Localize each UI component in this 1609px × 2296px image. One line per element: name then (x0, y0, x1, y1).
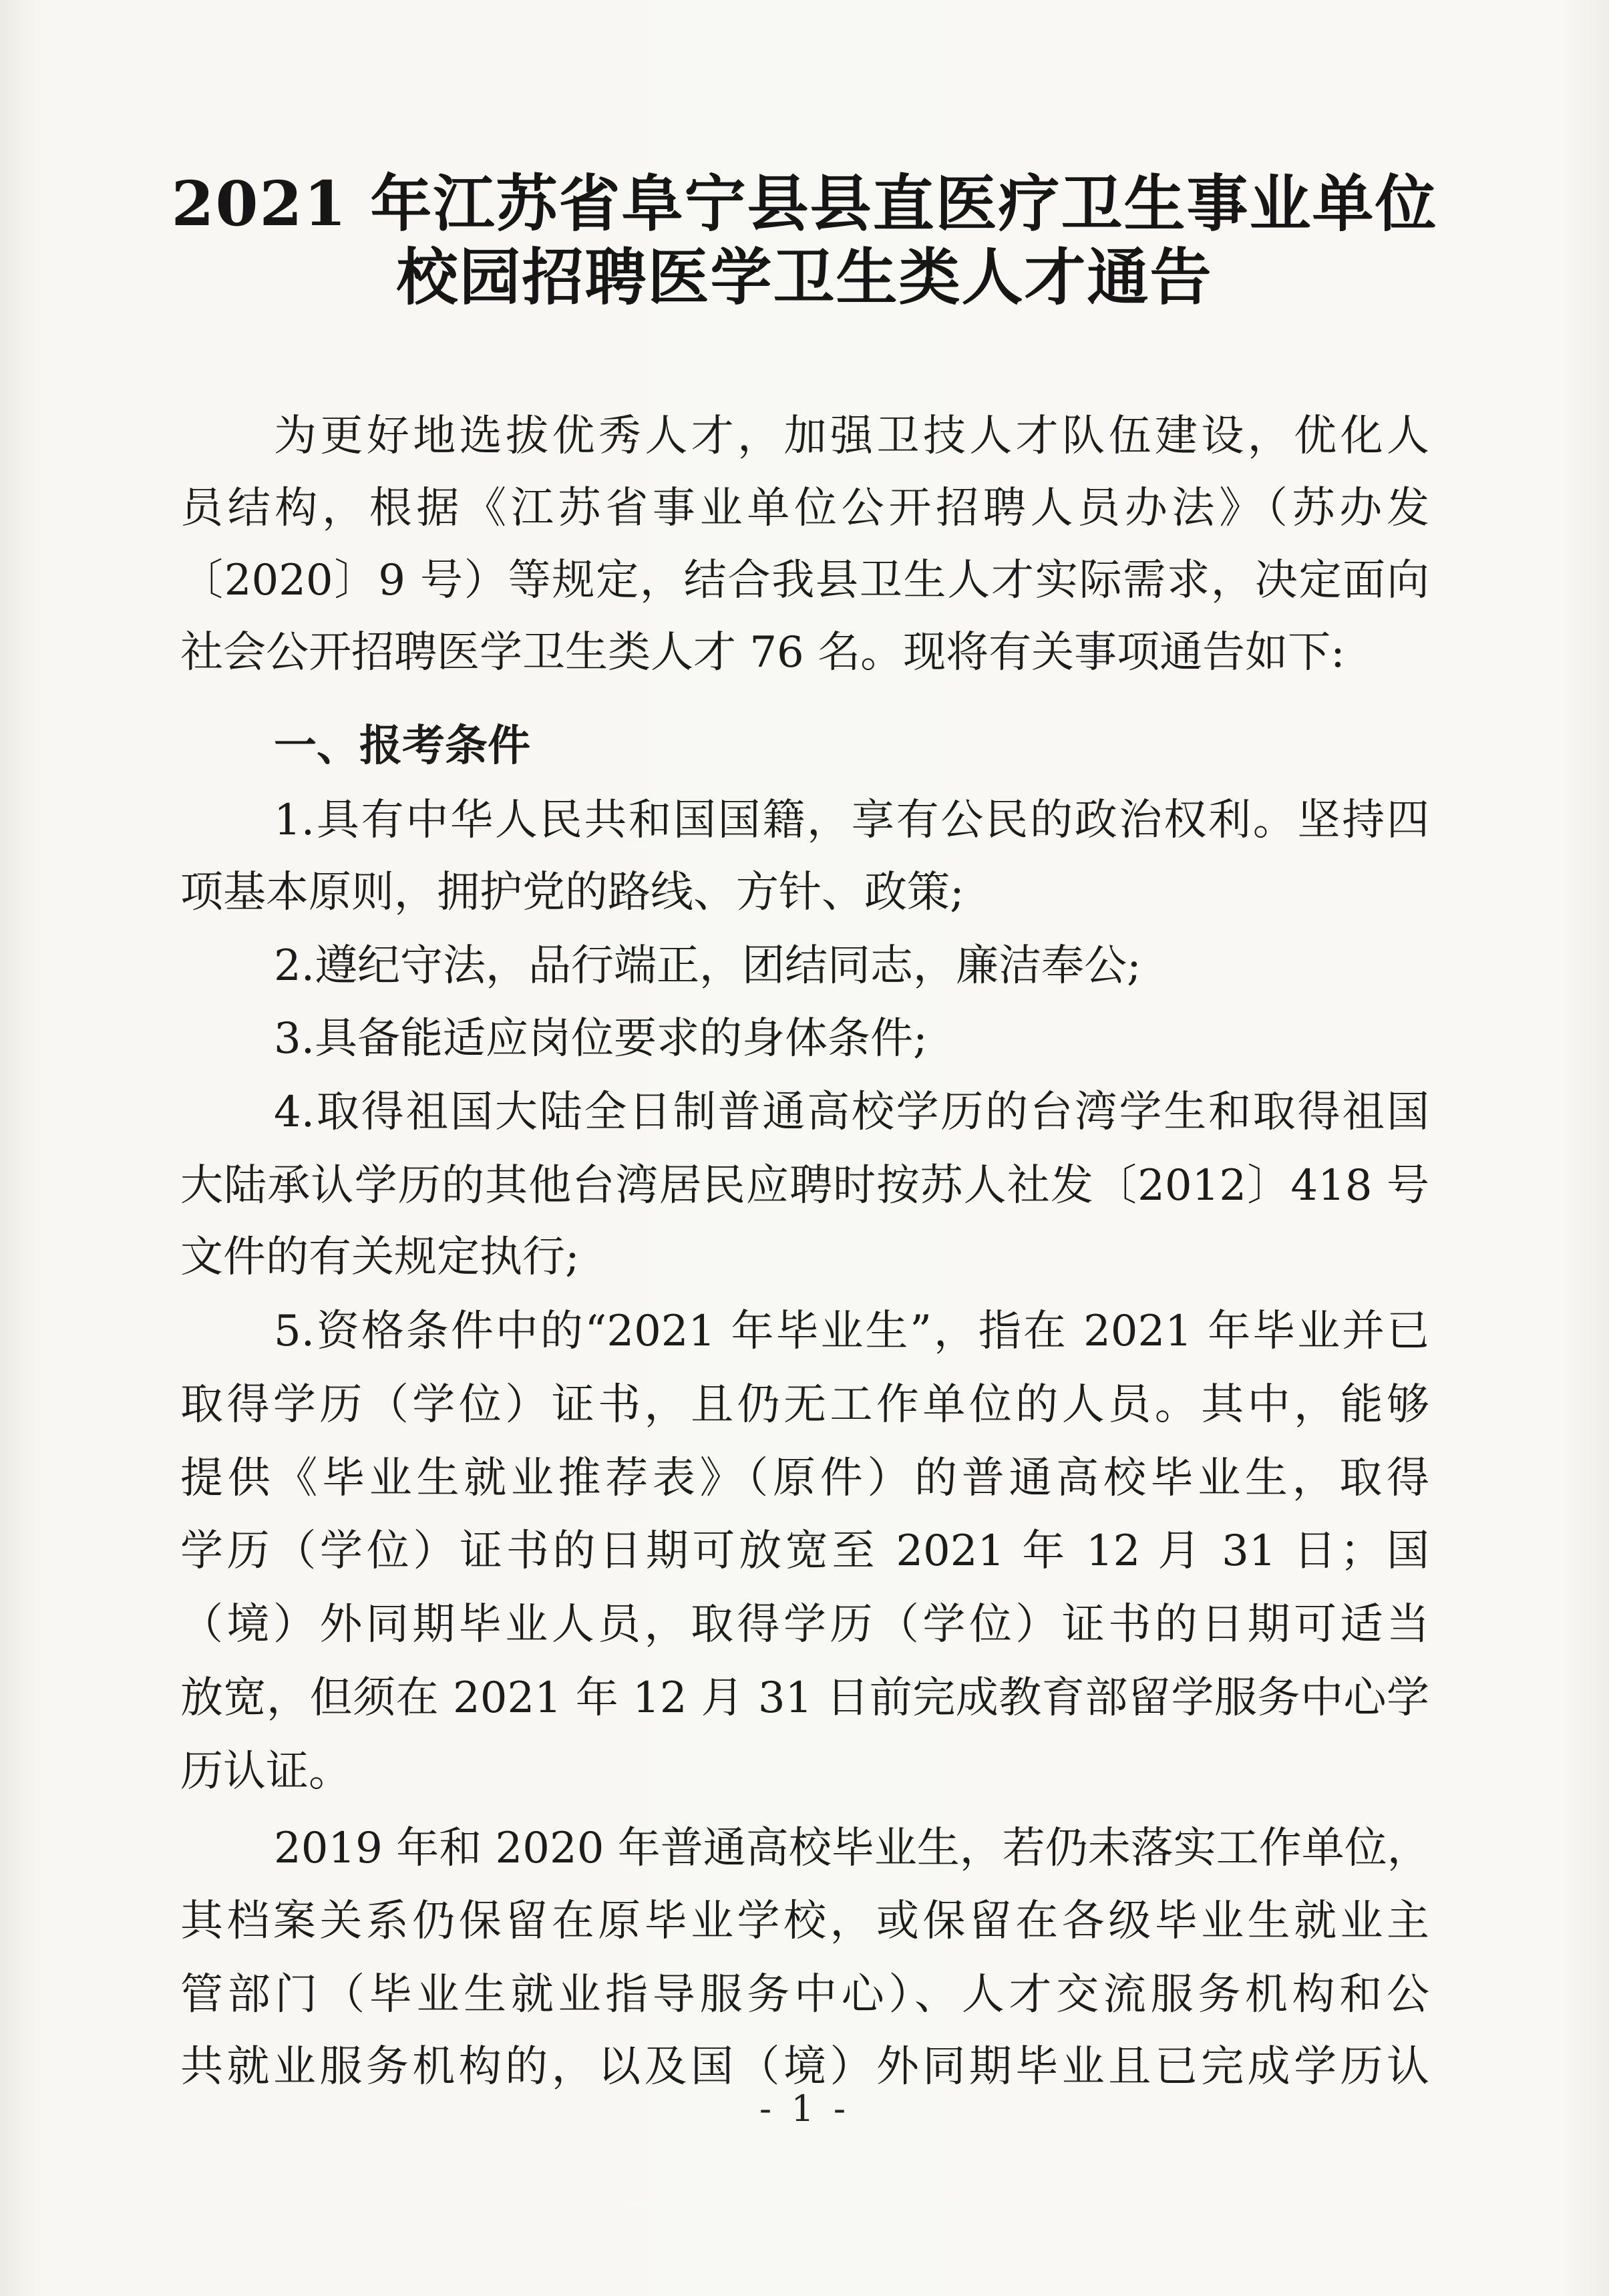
paragraph-line: 大陆承认学历的其他台湾居民应聘时按苏人社发〔2012〕418 号 (180, 1161, 1429, 1210)
paragraph-line: 学历（学位）证书的日期可放宽至 2021 年 12 月 31 日；国 (180, 1526, 1429, 1576)
paragraph-line: 3.具备能适应岗位要求的身体条件; (274, 1014, 928, 1063)
paragraph-line: 4.取得祖国大陆全日制普通高校学历的台湾学生和取得祖国 (274, 1088, 1429, 1137)
document-title-line-1: 2021 年江苏省阜宁县县直医疗卫生事业单位 (171, 168, 1438, 240)
paragraph-line: 项基本原则，拥护党的路线、方针、政策; (180, 868, 964, 917)
paragraph-line: 提供《毕业生就业推荐表》（原件）的普通高校毕业生，取得 (180, 1454, 1429, 1503)
paragraph-line: 管部门（毕业生就业指导服务中心）、人才交流服务机构和公 (180, 1970, 1429, 2019)
paragraph-line: 1.具有中华人民共和国国籍，享有公民的政治权利。坚持四 (274, 796, 1429, 845)
paragraph-line: 取得学历（学位）证书，且仍无工作单位的人员。其中，能够 (180, 1380, 1429, 1430)
paragraph-line: 共就业服务机构的，以及国（境）外同期毕业且已完成学历认 (180, 2042, 1429, 2092)
paragraph-line: 员结构，根据《江苏省事业单位公开招聘人员办法》（苏办发 (180, 484, 1429, 533)
paragraph-line: 2.遵纪守法，品行端正，团结同志，廉洁奉公; (274, 941, 1141, 991)
paragraph-line: 其档案关系仍保留在原毕业学校，或保留在各级毕业生就业主 (180, 1897, 1429, 1946)
paragraph-line: （境）外同期毕业人员，取得学历（学位）证书的日期可适当 (180, 1600, 1429, 1649)
paragraph-line: 文件的有关规定执行; (180, 1233, 580, 1282)
paragraph-line: 历认证。 (180, 1747, 351, 1796)
section-heading: 一、报考条件 (274, 721, 530, 771)
paragraph-line: 为更好地选拔优秀人才，加强卫技人才队伍建设，优化人 (274, 412, 1429, 461)
paragraph-line: 2019 年和 2020 年普通高校毕业生，若仍未落实工作单位， (274, 1824, 1430, 1873)
paragraph-line: 5.资格条件中的“2021 年毕业生”，指在 2021 年毕业并已 (274, 1307, 1429, 1356)
document-title-line-2: 校园招聘医学卫生类人才通告 (396, 241, 1213, 313)
paragraph-line: 放宽，但须在 2021 年 12 月 31 日前完成教育部留学服务中心学 (180, 1673, 1429, 1723)
paragraph-line: 〔2020〕9 号）等规定，结合我县卫生人才实际需求，决定面向 (180, 556, 1429, 605)
paragraph-line: 社会公开招聘医学卫生类人才 76 名。现将有关事项通告如下: (180, 628, 1345, 677)
page-number: - 1 - (759, 2088, 850, 2130)
